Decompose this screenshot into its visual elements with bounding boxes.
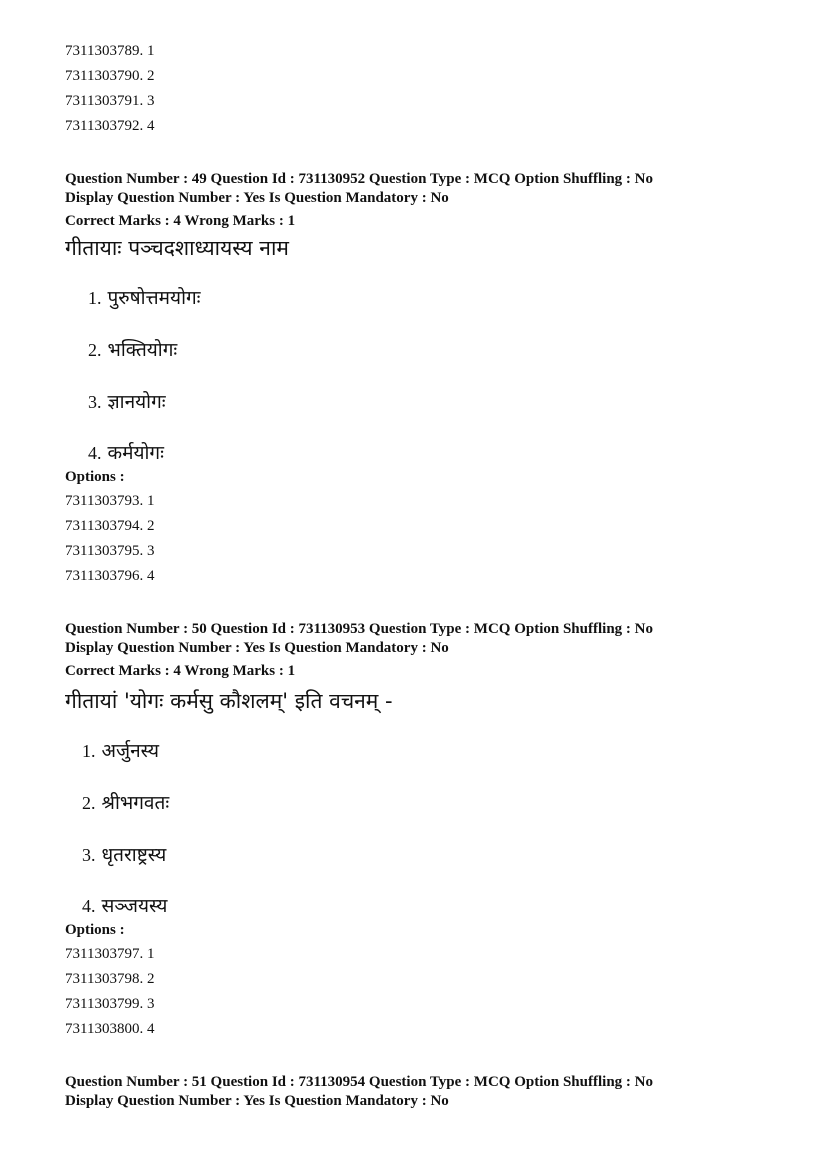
option-id-line: 7311303792. 4 [65, 118, 155, 134]
question-meta-line: Display Question Number : Yes Is Question Mandatory : No [65, 1093, 449, 1109]
choice-number: 3. [88, 392, 102, 412]
option-id-line: 7311303800. 4 [65, 1021, 155, 1037]
option-id-line: 7311303791. 3 [65, 93, 155, 109]
choice-text: धृतराष्ट्रस्य [101, 844, 167, 866]
option-id-line: 7311303794. 2 [65, 518, 155, 534]
answer-choice [88, 338, 177, 363]
options-label: Options : [65, 469, 125, 485]
option-id-line: 7311303799. 3 [65, 996, 155, 1012]
question-meta-line: Question Number : 51 Question Id : 731130954 Question Type : MCQ Option Shuffling : No [65, 1074, 653, 1090]
choice-number: 2. [82, 793, 96, 813]
option-id-line: 7311303797. 1 [65, 946, 155, 962]
question-meta-line: Question Number : 50 Question Id : 731130953 Question Type : MCQ Option Shuffling : No [65, 621, 653, 637]
marks-line: Correct Marks : 4 Wrong Marks : 1 [65, 213, 296, 229]
option-id-line: 7311303795. 3 [65, 543, 155, 559]
question-meta-line: Question Number : 49 Question Id : 731130952 Question Type : MCQ Option Shuffling : No [65, 171, 653, 187]
choice-number: 4. [88, 443, 102, 463]
choice-number: 1. [88, 288, 102, 308]
answer-choice [88, 390, 166, 415]
choice-number: 2. [88, 340, 102, 360]
choice-text: अर्जुनस्य [101, 740, 160, 762]
choice-number: 3. [82, 845, 96, 865]
option-id-line: 7311303790. 2 [65, 68, 155, 84]
choice-text: श्रीभगवतः [101, 792, 170, 814]
choice-text: कर्मयोगः [107, 442, 164, 464]
question-meta-line: Display Question Number : Yes Is Question Mandatory : No [65, 640, 449, 656]
choice-text: सञ्जयस्य [101, 895, 168, 917]
choice-text: भक्तियोगः [107, 339, 178, 361]
answer-choice [88, 441, 164, 466]
question-meta-line: Display Question Number : Yes Is Question Mandatory : No [65, 190, 449, 206]
answer-choice [82, 843, 166, 868]
option-id-line: 7311303798. 2 [65, 971, 155, 987]
options-label: Options : [65, 922, 125, 938]
question-text: गीतायां 'योगः कर्मसु कौशलम्' इति वचनम् - [65, 689, 393, 713]
choice-number: 1. [82, 741, 96, 761]
option-id-line: 7311303793. 1 [65, 493, 155, 509]
answer-choice [82, 739, 159, 764]
choice-number: 4. [82, 896, 96, 916]
option-id-line: 7311303789. 1 [65, 43, 155, 59]
option-id-line: 7311303796. 4 [65, 568, 155, 584]
answer-choice [82, 791, 169, 816]
choice-text: पुरुषोत्तमयोगः [107, 287, 201, 309]
answer-choice [88, 286, 201, 311]
choice-text: ज्ञानयोगः [107, 391, 166, 413]
question-text: गीतायाः पञ्चदशाध्यायस्य नाम [65, 236, 289, 260]
answer-choice [82, 894, 167, 919]
marks-line: Correct Marks : 4 Wrong Marks : 1 [65, 663, 296, 679]
